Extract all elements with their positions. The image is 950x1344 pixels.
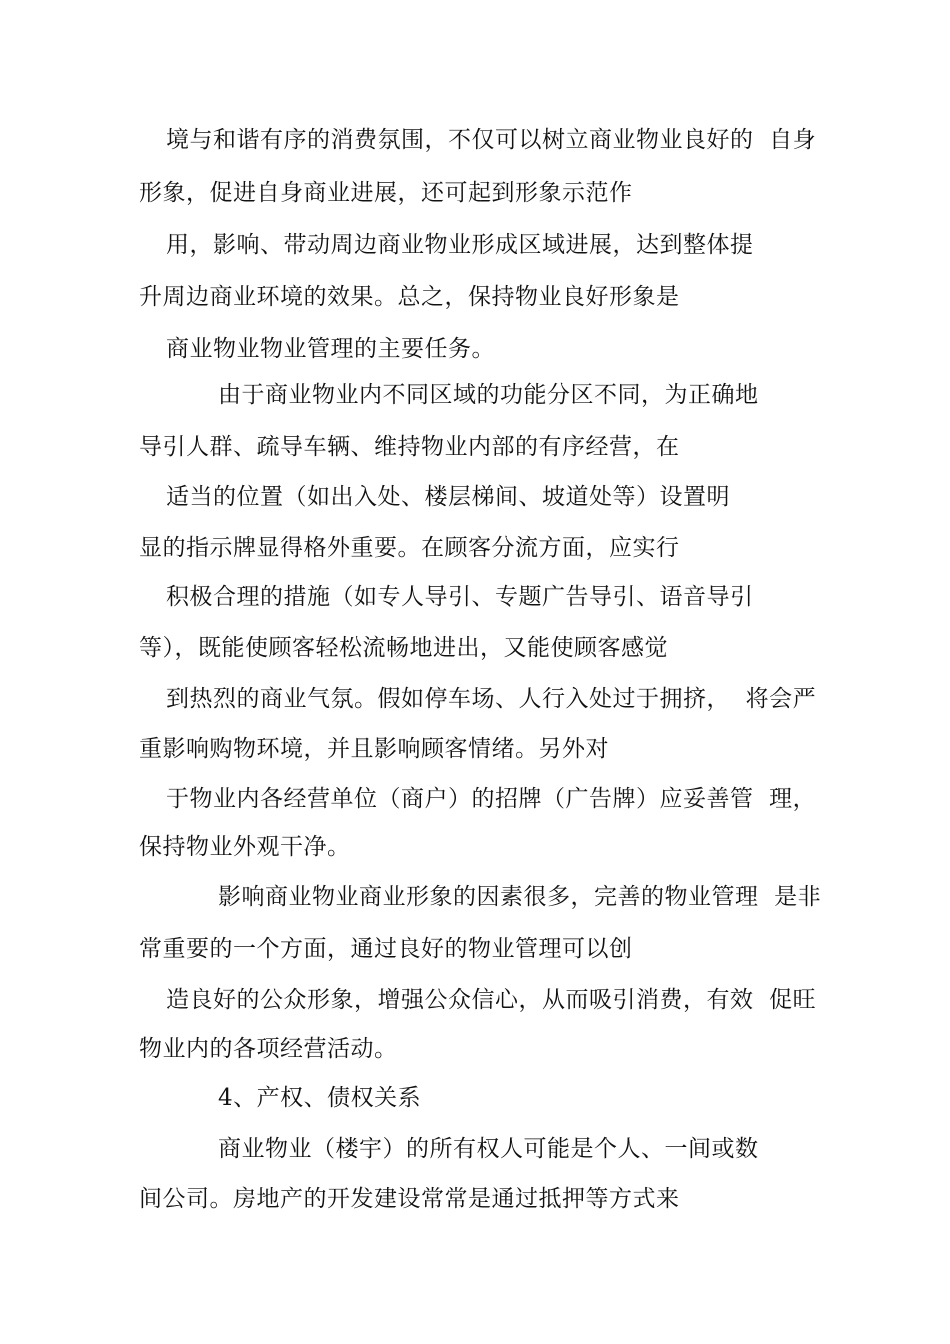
text-line-15: 保持物业外观干净。 [139,834,351,860]
text-line-14: 于物业内各经营单位（商户）的招牌（广告牌）应妥善管 理， [166,786,817,812]
text-line-11: 等），既能使顾客轻松流畅地进出，又能使顾客感觉 [139,635,668,661]
text-line-12: 到热烈的商业气氛。假如停车场、人行入处过于拥挤， 将会严 [166,686,817,712]
text-line-22: 间公司。房地产的开发建设常常是通过抵押等方式来 [139,1186,680,1212]
text-line-1: 境与和谐有序的消费氛围，不仅可以树立商业物业良好的 自身 [166,127,817,153]
text-line-8: 适当的位置（如出入处、楼层梯间、坡道处等）设置明 [166,484,730,510]
text-line-5: 商业物业物业管理的主要任务。 [166,336,495,362]
text-line-2: 形象，促进自身商业进展，还可起到形象示范作 [139,180,633,206]
text-line-21: 商业物业（楼宇）的所有权人可能是个人、一间或数 [218,1136,759,1162]
text-line-19: 物业内的各项经营活动。 [139,1036,398,1062]
text-line-17: 常重要的一个方面，通过良好的物业管理可以创 [139,936,633,962]
text-line-10: 积极合理的措施（如专人导引、专题广告导引、语音导引 [166,584,754,610]
text-line-6: 由于商业物业内不同区域的功能分区不同，为正确地 [218,382,759,408]
text-line-18: 造良好的公众形象，增强公众信心，从而吸引消费，有效 促旺 [166,987,817,1013]
text-line-3: 用，影响、带动周边商业物业形成区域进展，达到整体提 [166,232,754,258]
text-line-7: 导引人群、疏导车辆、维持物业内部的有序经营，在 [139,434,680,460]
text-line-13: 重影响购物环境，并且影响顾客情绪。另外对 [139,736,609,762]
text-line-4: 升周边商业环境的效果。总之，保持物业良好形象是 [139,284,680,310]
text-line-16: 影响商业物业商业形象的因素很多，完善的物业管理 是非 [218,884,822,910]
section-heading: 4、产权、债权关系 [218,1085,422,1111]
text-line-9: 显的指示牌显得格外重要。在顾客分流方面，应实行 [139,535,680,561]
